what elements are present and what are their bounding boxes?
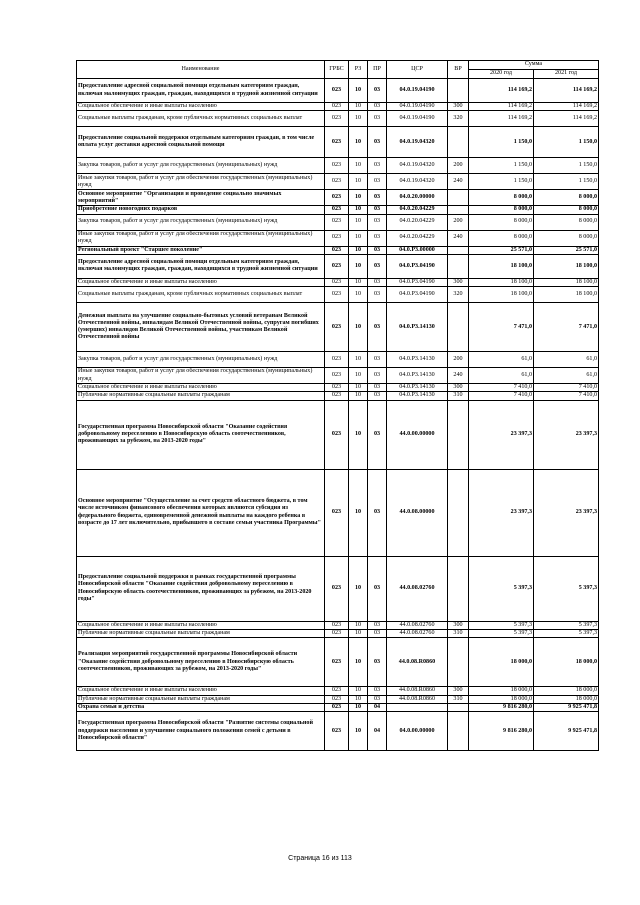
cell-pr: 03 [368,400,387,469]
cell-grbs: 023 [325,287,349,303]
header-pr: ПР [368,61,387,79]
cell-vr [448,469,469,556]
table-row [77,111,599,127]
cell-vr: 310 [448,695,469,703]
cell-sum-2020: 18 000,0 [469,687,534,695]
cell-sum-2020: 114 169,2 [469,111,534,127]
cell-grbs: 023 [325,79,349,103]
cell-vr [448,703,469,711]
cell-csr: 04.0.19.04320 [387,174,448,190]
cell-rz: 10 [349,630,368,638]
cell-rz: 10 [349,190,368,206]
table-body [77,79,599,751]
cell-name: Социальные выплаты гражданам, кроме публичных нормативных социальных выплат [77,111,325,127]
cell-name: Приобретение новогодних подарков [77,206,325,214]
cell-rz: 10 [349,127,368,158]
header-grbs: ГРБС [325,61,349,79]
cell-vr [448,206,469,214]
cell-pr: 03 [368,111,387,127]
cell-name: Закупка товаров, работ и услуг для государственных (муниципальных) нужд [77,158,325,174]
cell-grbs: 023 [325,630,349,638]
budget-table [76,60,599,751]
cell-pr: 03 [368,174,387,190]
cell-sum-2020: 9 816 280,0 [469,712,534,751]
cell-vr [448,246,469,254]
cell-pr: 03 [368,352,387,368]
cell-pr: 03 [368,190,387,206]
header-sum: Сумма [469,61,599,70]
cell-name: Основное мероприятие "Осуществление за счет средств областного бюджета, в том числе источником финансового обеспечения которых являются субсидия из федерального бюджета, единовременной денежной выплаты на каждого ребенка в возрасте до 17 лет включительно, прибывшего в составе семьи участника Программы" [77,469,325,556]
cell-sum-2021: 8 000,0 [534,230,599,246]
cell-name: Государственная программа Новосибирской области "Оказание содействия добровольному переселению в Новосибирскую область соотечественников, проживающих за рубежом, на 2013-2020 годы" [77,400,325,469]
cell-name: Денежная выплата на улучшение социально-бытовых условий ветеранам Великой Отечественной войны, инвалидам Великой Отечественной войны, супругам погибших (умерших) инвалидов Великой Отечественной войны, участникам Великой Отечественной войны [77,303,325,352]
cell-name: Предоставление адресной социальной помощи отдельным категориям граждан, включая малоимущих граждан, граждан, находящихся в трудной жизненной ситуации [77,79,325,103]
cell-pr: 03 [368,230,387,246]
cell-pr: 03 [368,638,387,687]
cell-grbs: 023 [325,278,349,286]
cell-grbs: 023 [325,174,349,190]
cell-name: Региональный проект "Старшее поколение" [77,246,325,254]
cell-sum-2021: 1 150,0 [534,127,599,158]
cell-pr: 03 [368,630,387,638]
cell-sum-2021: 114 169,2 [534,103,599,111]
cell-pr: 03 [368,246,387,254]
cell-csr: 44.0.08.02760 [387,630,448,638]
cell-pr: 04 [368,712,387,751]
cell-csr: 04.0.19.04190 [387,79,448,103]
cell-vr: 240 [448,174,469,190]
cell-grbs: 023 [325,127,349,158]
cell-grbs: 023 [325,400,349,469]
cell-vr: 320 [448,111,469,127]
cell-vr: 240 [448,368,469,384]
cell-rz: 10 [349,103,368,111]
cell-csr [387,703,448,711]
cell-grbs: 023 [325,695,349,703]
table-row [77,352,599,368]
header-csr: ЦСР [387,61,448,79]
table-row [77,638,599,687]
cell-sum-2020: 18 000,0 [469,638,534,687]
cell-sum-2021: 7 471,0 [534,303,599,352]
cell-name: Социальное обеспечение и иные выплаты населению [77,621,325,629]
cell-csr: 04.0.P3.04190 [387,287,448,303]
cell-sum-2020: 8 000,0 [469,190,534,206]
cell-rz: 10 [349,712,368,751]
cell-pr: 03 [368,287,387,303]
cell-sum-2021: 114 169,2 [534,79,599,103]
cell-vr [448,400,469,469]
cell-name: Государственная программа Новосибирской области "Развитие системы социальной поддержки населения и улучшение социального положения семей с детьми в Новосибирской области" [77,712,325,751]
cell-sum-2021: 5 397,3 [534,630,599,638]
cell-pr: 03 [368,384,387,392]
cell-sum-2020: 18 100,0 [469,278,534,286]
table-row [77,695,599,703]
table-row [77,703,599,711]
cell-name: Реализация мероприятий государственной программы Новосибирской области "Оказание содействия добровольному переселению в Новосибирскую область соотечественников, проживающих за рубежом, на 2013-2020 годы" [77,638,325,687]
table-row [77,556,599,621]
cell-name: Социальное обеспечение и иные выплаты населению [77,384,325,392]
cell-grbs: 023 [325,246,349,254]
cell-rz: 10 [349,703,368,711]
table-row [77,158,599,174]
cell-name: Предоставление социальной поддержки отдельным категориям граждан, в том числе оплата услуг доставки адресной социальной помощи [77,127,325,158]
cell-name: Публичные нормативные социальные выплаты гражданам [77,695,325,703]
cell-sum-2020: 7 410,0 [469,384,534,392]
cell-vr: 300 [448,103,469,111]
cell-vr: 300 [448,687,469,695]
cell-grbs: 023 [325,368,349,384]
cell-csr: 04.0.P3.14130 [387,392,448,400]
cell-vr [448,712,469,751]
cell-sum-2021: 114 169,2 [534,111,599,127]
table-row [77,392,599,400]
cell-grbs: 023 [325,352,349,368]
cell-csr: 44.0.08.R0860 [387,638,448,687]
table-row [77,127,599,158]
header-vr: ВР [448,61,469,79]
cell-sum-2021: 18 100,0 [534,278,599,286]
cell-grbs: 023 [325,214,349,230]
cell-rz: 10 [349,469,368,556]
cell-sum-2021: 61,0 [534,368,599,384]
cell-pr: 03 [368,206,387,214]
cell-sum-2020: 114 169,2 [469,79,534,103]
cell-sum-2021: 8 000,0 [534,206,599,214]
cell-csr: 04.0.20.04229 [387,214,448,230]
cell-rz: 10 [349,214,368,230]
cell-vr: 300 [448,384,469,392]
cell-sum-2021: 18 000,0 [534,695,599,703]
table-row [77,368,599,384]
cell-vr [448,303,469,352]
table-row [77,687,599,695]
cell-rz: 10 [349,287,368,303]
cell-sum-2021: 7 410,0 [534,392,599,400]
cell-grbs: 023 [325,384,349,392]
cell-name: Социальные выплаты гражданам, кроме публичных нормативных социальных выплат [77,287,325,303]
cell-csr: 44.0.08.R0860 [387,687,448,695]
cell-sum-2020: 5 397,3 [469,556,534,621]
cell-grbs: 023 [325,392,349,400]
cell-csr: 04.0.P3.14130 [387,384,448,392]
cell-sum-2020: 61,0 [469,368,534,384]
cell-name: Социальное обеспечение и иные выплаты населению [77,103,325,111]
table-row [77,384,599,392]
cell-vr [448,556,469,621]
cell-sum-2021: 61,0 [534,352,599,368]
table-row [77,630,599,638]
table-row [77,712,599,751]
cell-sum-2021: 23 397,3 [534,400,599,469]
cell-sum-2021: 9 925 471,8 [534,712,599,751]
cell-pr: 03 [368,469,387,556]
cell-grbs: 023 [325,712,349,751]
table-row [77,214,599,230]
cell-sum-2021: 7 410,0 [534,384,599,392]
cell-sum-2021: 25 571,0 [534,246,599,254]
cell-csr: 04.0.20.00000 [387,190,448,206]
cell-name: Предоставление социальной поддержки в рамках государственной программы Новосибирской области "Оказание содействия добровольному переселению в Новосибирскую область соотечественников, проживающих за рубежом, на 2013-2020 годы" [77,556,325,621]
table-row [77,206,599,214]
cell-csr: 04.0.19.04190 [387,103,448,111]
cell-vr [448,638,469,687]
cell-pr: 03 [368,556,387,621]
cell-sum-2020: 7 410,0 [469,392,534,400]
cell-sum-2020: 1 150,0 [469,127,534,158]
cell-pr: 03 [368,254,387,278]
header-year-2021: 2021 год [534,70,599,79]
cell-vr: 200 [448,214,469,230]
cell-csr: 44.0.08.00000 [387,469,448,556]
cell-sum-2020: 1 150,0 [469,174,534,190]
cell-grbs: 023 [325,158,349,174]
cell-vr: 310 [448,630,469,638]
cell-csr: 04.0.P3.00000 [387,246,448,254]
cell-grbs: 023 [325,703,349,711]
cell-rz: 10 [349,303,368,352]
table-row [77,230,599,246]
table-row [77,79,599,103]
cell-vr: 300 [448,278,469,286]
cell-csr: 04.0.19.04320 [387,158,448,174]
cell-rz: 10 [349,254,368,278]
cell-csr: 44.0.00.00000 [387,400,448,469]
cell-sum-2021: 5 397,3 [534,621,599,629]
cell-sum-2020: 8 000,0 [469,214,534,230]
cell-rz: 10 [349,352,368,368]
cell-sum-2020: 114 169,2 [469,103,534,111]
table-row [77,174,599,190]
cell-grbs: 023 [325,469,349,556]
cell-vr [448,254,469,278]
cell-csr: 04.0.19.04190 [387,111,448,127]
cell-name: Основное мероприятие "Организация и проведение социально значимых мероприятий" [77,190,325,206]
cell-rz: 10 [349,621,368,629]
cell-pr: 04 [368,703,387,711]
table-row [77,254,599,278]
cell-name: Охрана семьи и детства [77,703,325,711]
cell-rz: 10 [349,206,368,214]
cell-pr: 03 [368,79,387,103]
cell-rz: 10 [349,556,368,621]
cell-pr: 03 [368,278,387,286]
cell-csr: 04.0.19.04320 [387,127,448,158]
cell-sum-2020: 23 397,3 [469,400,534,469]
cell-pr: 03 [368,392,387,400]
cell-csr: 04.0.P3.14130 [387,368,448,384]
cell-grbs: 023 [325,687,349,695]
cell-rz: 10 [349,368,368,384]
table-row [77,287,599,303]
cell-rz: 10 [349,111,368,127]
cell-sum-2021: 18 100,0 [534,287,599,303]
cell-rz: 10 [349,278,368,286]
cell-pr: 03 [368,158,387,174]
table-row [77,469,599,556]
header-year-2020: 2020 год [469,70,534,79]
cell-rz: 10 [349,400,368,469]
cell-grbs: 023 [325,103,349,111]
cell-csr: 04.0.20.04229 [387,206,448,214]
cell-sum-2020: 18 100,0 [469,254,534,278]
cell-sum-2021: 9 925 471,8 [534,703,599,711]
cell-grbs: 023 [325,254,349,278]
page-number: Страница 16 из 113 [288,855,352,862]
cell-name: Публичные нормативные социальные выплаты гражданам [77,630,325,638]
cell-rz: 10 [349,230,368,246]
cell-grbs: 023 [325,638,349,687]
cell-sum-2021: 18 000,0 [534,638,599,687]
cell-csr: 04.0.20.04229 [387,230,448,246]
table-row [77,190,599,206]
cell-csr: 04.0.P3.04190 [387,254,448,278]
cell-grbs: 023 [325,230,349,246]
cell-rz: 10 [349,384,368,392]
cell-vr [448,127,469,158]
cell-vr: 320 [448,287,469,303]
cell-csr: 44.0.08.02760 [387,621,448,629]
table-row [77,246,599,254]
cell-pr: 03 [368,621,387,629]
cell-sum-2020: 9 816 280,0 [469,703,534,711]
cell-vr [448,79,469,103]
cell-grbs: 023 [325,111,349,127]
cell-grbs: 023 [325,621,349,629]
cell-rz: 10 [349,246,368,254]
cell-sum-2021: 18 100,0 [534,254,599,278]
cell-sum-2020: 5 397,3 [469,630,534,638]
cell-sum-2020: 8 000,0 [469,230,534,246]
cell-sum-2020: 1 150,0 [469,158,534,174]
cell-pr: 03 [368,127,387,158]
cell-csr: 04.0.P3.04190 [387,278,448,286]
cell-pr: 03 [368,214,387,230]
cell-vr: 310 [448,392,469,400]
cell-vr: 200 [448,158,469,174]
cell-pr: 03 [368,687,387,695]
cell-sum-2021: 23 397,3 [534,469,599,556]
cell-name: Социальное обеспечение и иные выплаты населению [77,687,325,695]
cell-name: Иные закупки товаров, работ и услуг для обеспечения государственных (муниципальных) нужд [77,368,325,384]
cell-sum-2020: 8 000,0 [469,206,534,214]
cell-rz: 10 [349,79,368,103]
table-row [77,278,599,286]
cell-name: Закупка товаров, работ и услуг для государственных (муниципальных) нужд [77,352,325,368]
cell-name: Социальное обеспечение и иные выплаты населению [77,278,325,286]
cell-rz: 10 [349,174,368,190]
cell-sum-2020: 5 397,3 [469,621,534,629]
cell-sum-2020: 18 000,0 [469,695,534,703]
cell-sum-2021: 8 000,0 [534,190,599,206]
cell-csr: 44.0.08.02760 [387,556,448,621]
cell-pr: 03 [368,303,387,352]
cell-csr: 04.0.P3.14130 [387,352,448,368]
cell-sum-2020: 18 100,0 [469,287,534,303]
header-rz: РЗ [349,61,368,79]
cell-sum-2021: 5 397,3 [534,556,599,621]
cell-rz: 10 [349,638,368,687]
cell-vr: 300 [448,621,469,629]
cell-csr: 44.0.08.R0860 [387,695,448,703]
cell-sum-2020: 61,0 [469,352,534,368]
cell-sum-2021: 1 150,0 [534,174,599,190]
cell-sum-2020: 25 571,0 [469,246,534,254]
table-row [77,400,599,469]
cell-csr: 04.0.P3.14130 [387,303,448,352]
cell-pr: 03 [368,368,387,384]
header-name: Наименование [77,61,325,79]
cell-vr [448,190,469,206]
cell-rz: 10 [349,392,368,400]
cell-sum-2021: 18 000,0 [534,687,599,695]
cell-grbs: 023 [325,190,349,206]
cell-vr: 200 [448,352,469,368]
cell-pr: 03 [368,103,387,111]
cell-grbs: 023 [325,206,349,214]
cell-name: Публичные нормативные социальные выплаты гражданам [77,392,325,400]
cell-sum-2021: 8 000,0 [534,214,599,230]
cell-name: Иные закупки товаров, работ и услуг для обеспечения государственных (муниципальных) нужд [77,230,325,246]
cell-sum-2020: 7 471,0 [469,303,534,352]
table-row [77,303,599,352]
cell-vr: 240 [448,230,469,246]
cell-sum-2021: 1 150,0 [534,158,599,174]
cell-name: Иные закупки товаров, работ и услуг для обеспечения государственных (муниципальных) нужд [77,174,325,190]
cell-rz: 10 [349,158,368,174]
cell-name: Предоставление адресной социальной помощи отдельным категориям граждан, включая малоимущих граждан, граждан, находящихся в трудной жизненной ситуации [77,254,325,278]
cell-csr: 04.0.00.00000 [387,712,448,751]
cell-sum-2020: 23 397,3 [469,469,534,556]
cell-pr: 03 [368,695,387,703]
cell-grbs: 023 [325,556,349,621]
table-row [77,103,599,111]
cell-rz: 10 [349,687,368,695]
cell-rz: 10 [349,695,368,703]
table-row [77,621,599,629]
cell-name: Закупка товаров, работ и услуг для государственных (муниципальных) нужд [77,214,325,230]
cell-grbs: 023 [325,303,349,352]
